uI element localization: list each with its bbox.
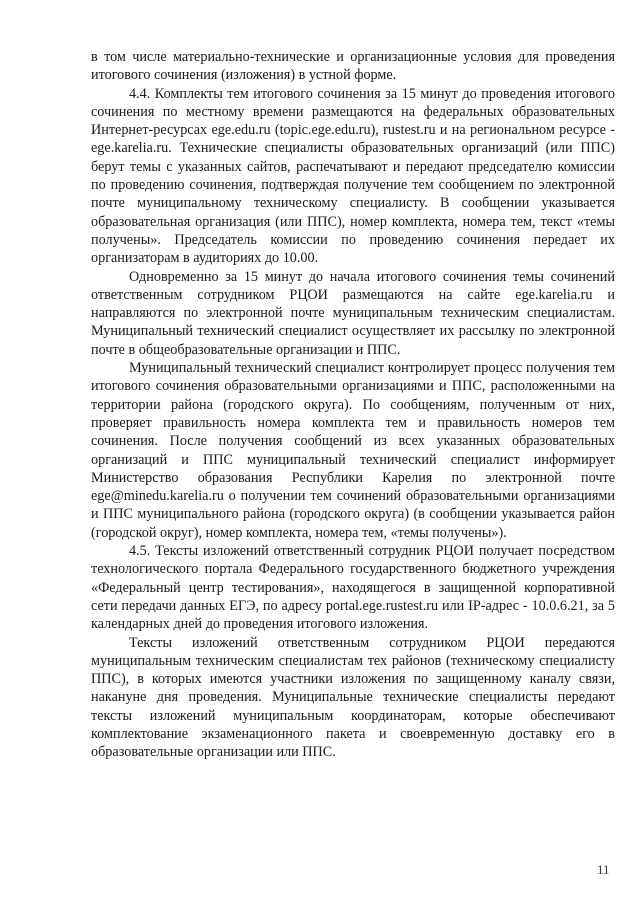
paragraph-4-5: 4.5. Тексты изложений ответственный сотрудник РЦОИ получает посредством технологического портала Федерального государственного бюджетного учреждения «Федеральный центр тестирования», находящегося в защищенной корпоративной сети передачи данных ЕГЭ, по адресу portal.ege.rustest.ru или IP-адрес - 10.0.6.21, за 5 календарных дней до проведения итогового изложения. <box>91 543 615 633</box>
paragraph-municipal-specialist: Муниципальный технический специалист контролирует процесс получения тем итогового сочинения образовательными организациями и ППС, расположенными на территории района (городского округа). По сообщениям, полученным от них, проверяет правильность номера комплекта тем и правильность номеров тем сочинения. После получения сообщений из всех указанных образовательных организаций и ППС муниципальный технический специалист информирует Министерство образования Республики Карелия по электронной почте ege@minedu.karelia.ru о получении тем сочинений образовательными организациями и ППС муниципального района (городского округа) (в сообщении указывается район (городской округ), номер комплекта, номера тем, «темы получены»). <box>91 360 615 541</box>
paragraph-topics-distribution: Одновременно за 15 минут до начала итогового сочинения темы сочинений ответственным сотрудником РЦОИ размещаются на сайте ege.karelia.ru и направляются по электронной почте муниципальным техническим специалистам. Муниципальный технический специалист осуществляет их рассылку по электронной почте в общеобразовательные организации и ППС. <box>91 268 615 358</box>
document-body <box>91 48 615 762</box>
paragraph-4-4: 4.4. Комплекты тем итогового сочинения за 15 минут до проведения итогового сочинения по местному времени размещаются на федеральных образовательных Интернет-ресурсах ege.edu.ru (topic.ege.edu.ru), rustest.ru и на региональном ресурсе - ege.karelia.ru. Технические специалисты образовательных организаций (или ППС) берут темы с указанных сайтов, распечатывают и передают председателю комиссии по проведению сочинения, подтверждая получение тем сообщением по электронной почте муниципальному техническому специалисту. В сообщении указывается образовательная организация (или ППС), номер комплекта, номера тем, текст «темы получены». Председатель комиссии по проведению сочинения передает их организаторам в аудиториях до 10.00. <box>91 85 615 267</box>
page-number: 11 <box>597 862 610 877</box>
paragraph-texts-transfer: Тексты изложений ответственным сотрудником РЦОИ передаются муниципальным техническим специалистам тех районов (техническому специалисту ППС), в которых имеются участники изложения по защищенному каналу связи, накануне дня проведения. Муниципальные технические специалисты передают тексты изложений муниципальным координаторам, которые обеспечивают комплектование экзаменационного пакета и своевременную доставку его в образовательные организации или ППС. <box>91 634 615 761</box>
paragraph-continuation: в том числе материально-технические и организационные условия для проведения итогового сочинения (изложения) в устной форме. <box>91 49 615 84</box>
